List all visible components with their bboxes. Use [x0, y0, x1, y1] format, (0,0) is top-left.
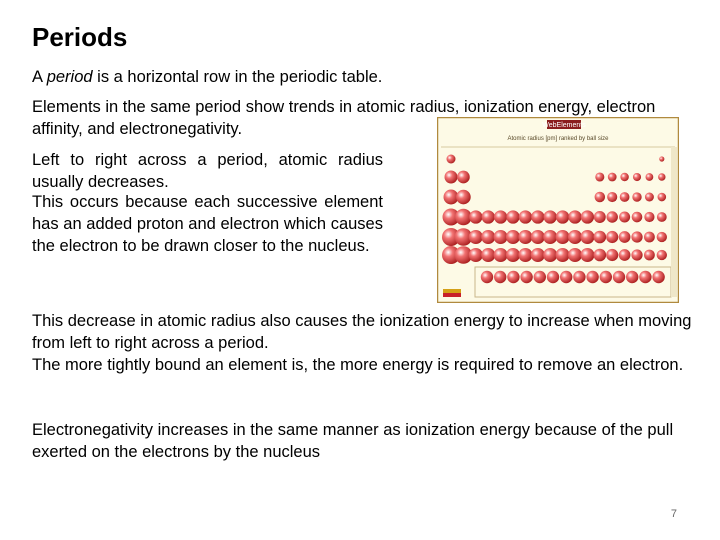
element-ball	[619, 231, 631, 243]
element-ball	[506, 230, 520, 244]
element-ball	[619, 249, 631, 261]
element-ball	[620, 192, 630, 202]
element-ball	[644, 212, 654, 222]
lanthanide-ball	[481, 271, 493, 283]
element-ball	[658, 173, 665, 180]
element-ball	[543, 248, 557, 262]
element-ball	[645, 193, 654, 202]
element-ball	[519, 210, 532, 223]
lanthanide-ball	[600, 271, 612, 283]
element-ball	[580, 248, 594, 262]
element-ball	[568, 230, 582, 244]
element-ball	[531, 210, 544, 223]
element-ball	[506, 248, 520, 262]
reason-paragraph: This occurs because each successive element has an added proton and electron which causes the electron to be drawn closer to the nucleus.	[32, 193, 383, 255]
element-ball	[447, 155, 456, 164]
intro-prefix: A	[32, 68, 47, 86]
element-ball	[620, 173, 628, 181]
element-ball	[506, 210, 519, 223]
lanthanide-ball	[494, 271, 506, 283]
lanthanide-ball	[652, 271, 664, 283]
element-ball	[457, 171, 470, 184]
side-strip	[671, 147, 677, 297]
element-ball	[531, 248, 545, 262]
element-ball	[594, 249, 607, 262]
lanthanide-ball	[613, 271, 625, 283]
brand-label: WebElements	[542, 122, 586, 129]
lanthanide-ball	[534, 271, 546, 283]
element-ball	[469, 230, 483, 244]
element-ball	[632, 212, 643, 223]
element-ball	[469, 248, 483, 262]
element-ball	[646, 173, 654, 181]
element-ball	[556, 210, 569, 223]
lanthanide-ball	[547, 271, 559, 283]
element-ball	[581, 210, 594, 223]
element-ball	[633, 173, 641, 181]
lanthanide-ball	[560, 271, 572, 283]
element-ball	[631, 249, 642, 260]
element-ball	[606, 231, 618, 243]
element-ball	[482, 210, 495, 223]
legend-swatch-yellow	[443, 289, 461, 293]
element-ball	[568, 210, 581, 223]
element-ball	[494, 248, 508, 262]
page-number: 7	[670, 508, 677, 520]
element-ball	[556, 248, 570, 262]
element-ball	[568, 248, 582, 262]
element-ball	[518, 230, 532, 244]
element-ball	[659, 156, 664, 161]
lanthanide-ball	[507, 271, 519, 283]
element-ball	[481, 248, 495, 262]
electronegativity-paragraph: Electronegativity increases in the same manner as ionization energy because of the pull exerted on the electrons by the nucleus	[32, 421, 674, 461]
lanthanide-ball	[586, 271, 598, 283]
element-ball	[445, 171, 458, 184]
lanthanide-ball	[626, 271, 638, 283]
bound-paragraph: The more tightly bound an element is, the more energy is required to remove an electron.	[32, 356, 684, 374]
intro-suffix: is a horizontal row in the periodic table.	[92, 68, 383, 86]
element-ball	[580, 230, 594, 244]
element-ball	[543, 230, 557, 244]
lanthanide-ball	[520, 271, 532, 283]
element-ball	[494, 210, 507, 223]
lanthanide-ball	[639, 271, 651, 283]
page-title: Periods	[32, 22, 128, 52]
element-ball	[531, 230, 545, 244]
element-ball	[607, 192, 617, 202]
element-ball	[644, 250, 655, 261]
element-ball	[595, 172, 604, 181]
element-ball	[657, 212, 667, 222]
trends-paragraph: Elements in the same period show trends in atomic radius, ionization energy, electron affinity, and electronegativity.	[32, 98, 656, 138]
element-ball	[631, 231, 642, 242]
lanthanide-ball	[573, 271, 585, 283]
atomic-radius-chart	[437, 117, 679, 303]
element-ball	[632, 192, 641, 201]
element-ball	[544, 210, 557, 223]
element-ball	[657, 193, 666, 202]
element-ball	[657, 250, 667, 260]
intro-emphasis: period	[46, 68, 93, 86]
intro-paragraph	[32, 66, 692, 88]
element-ball	[481, 230, 495, 244]
element-ball	[608, 173, 617, 182]
atomic-radius-figure	[437, 117, 679, 303]
figure-caption: Atomic radius [pm] ranked by ball size	[507, 136, 609, 142]
left-right-paragraph: Left to right across a period, atomic radius usually decreases.	[32, 151, 383, 191]
element-ball	[644, 232, 655, 243]
element-ball	[518, 248, 532, 262]
element-ball	[594, 231, 607, 244]
element-ball	[594, 211, 606, 223]
element-ball	[606, 249, 618, 261]
element-ball	[494, 230, 508, 244]
element-ball	[456, 190, 471, 205]
element-ball	[606, 211, 617, 222]
legend-swatch-red	[443, 293, 461, 297]
element-ball	[556, 230, 570, 244]
element-ball	[469, 210, 482, 223]
element-ball	[657, 232, 667, 242]
element-ball	[595, 192, 606, 203]
ionization-paragraph: This decrease in atomic radius also causes the ionization energy to increase when moving from left to right across a period.	[32, 312, 692, 352]
element-ball	[619, 211, 630, 222]
